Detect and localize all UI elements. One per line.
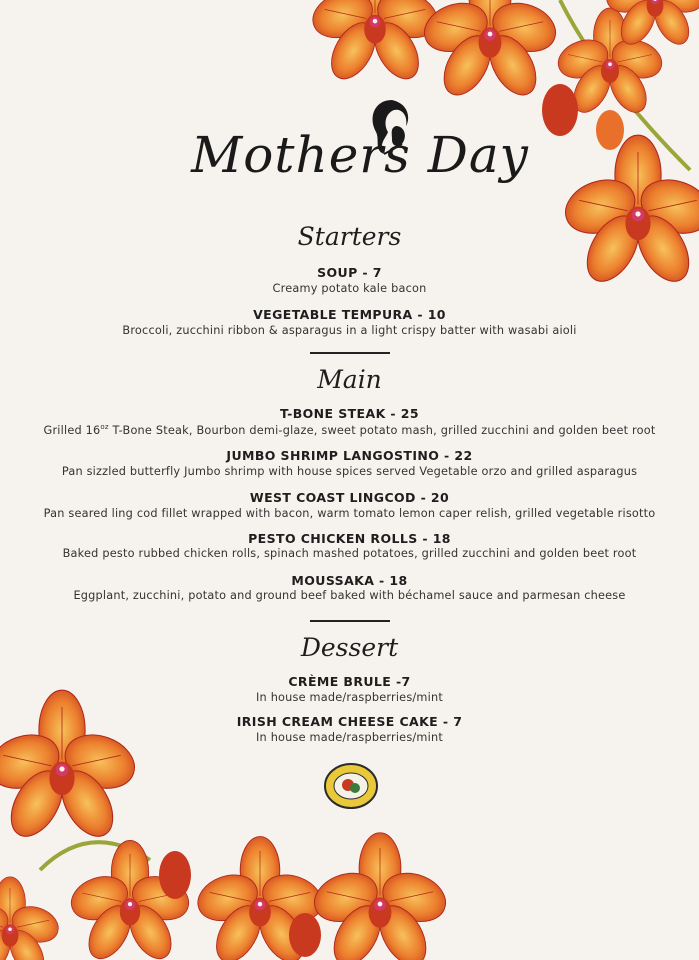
menu-item-name: SOUP - 7	[317, 265, 382, 280]
menu-item-name: CRÈME BRULE -7	[288, 674, 411, 689]
menu-item-name: WEST COAST LINGCOD - 20	[249, 490, 450, 505]
menu-item-description: In house made/raspberries/mint	[256, 691, 443, 704]
menu-item-name: T-BONE STEAK - 25	[280, 406, 419, 421]
section-divider	[310, 352, 390, 354]
menu-item-name: PESTO CHICKEN ROLLS - 18	[248, 531, 451, 546]
menu-item-description: Creamy potato kale bacon	[272, 282, 427, 295]
menu-item-name: IRISH CREAM CHEESE CAKE - 7	[236, 714, 463, 729]
section-heading-starters: Starters	[297, 222, 402, 251]
section-divider	[310, 620, 390, 622]
pub-logo	[324, 763, 378, 809]
section-heading-dessert: Dessert	[300, 633, 399, 662]
menu-item-description: Broccoli, zucchini ribbon & asparagus in a light crispy batter with wasabi aioli	[122, 324, 577, 337]
section-heading-main: Main	[317, 365, 382, 394]
page-title	[180, 96, 540, 226]
menu-item-name: JUMBO SHRIMP LANGOSTINO - 22	[226, 448, 473, 463]
menu-item-description: Grilled $16^{oz}$ T-Bone Steak, Bourbon demi-glaze, sweet potato mash, grilled zucchini and golden beet root	[43, 423, 656, 437]
menu-item-description: Pan seared ling cod fillet wrapped with bacon, warm tomato lemon caper relish, grilled vegetable risotto	[43, 507, 656, 520]
title-text: Mothers Day	[191, 126, 529, 184]
menu-item-name: VEGETABLE TEMPURA - 10	[253, 307, 446, 322]
menu-item-name: MOUSSAKA - 18	[291, 573, 408, 588]
menu-item-description: Baked pesto rubbed chicken rolls, spinach mashed potatoes, grilled zucchini and golden beet root	[62, 547, 637, 560]
menu-item-description: Pan sizzled butterfly Jumbo shrimp with house spices served Vegetable orzo and grilled asparagus	[61, 465, 638, 478]
menu-item-description: In house made/raspberries/mint	[256, 731, 443, 744]
menu-item-description: Eggplant, zucchini, potato and ground beef baked with béchamel sauce and parmesan cheese	[73, 589, 626, 602]
